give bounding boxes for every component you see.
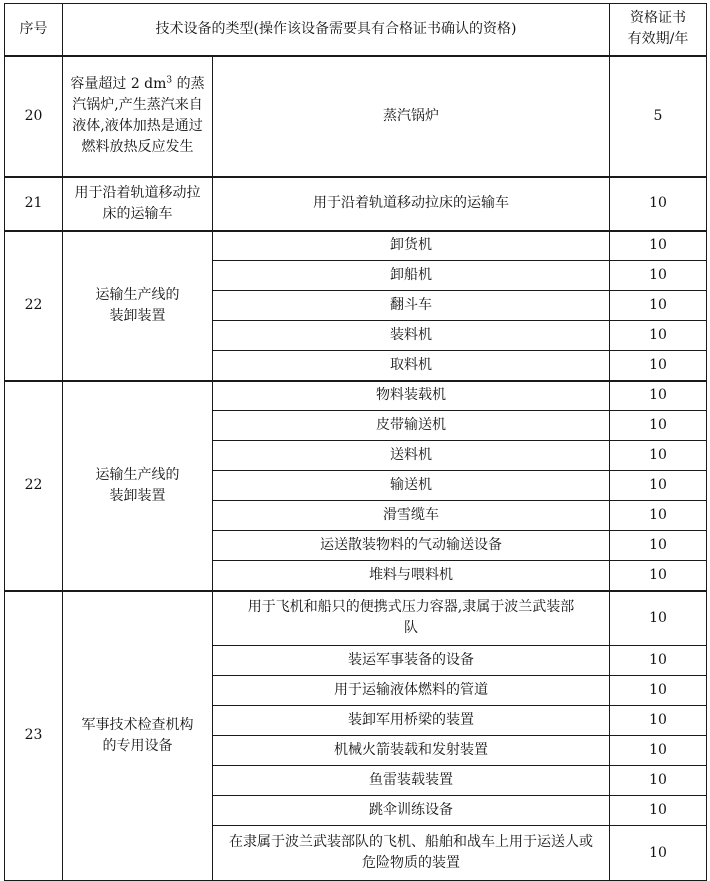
validity-years: 10 bbox=[610, 381, 707, 411]
category-line: 装卸装置 bbox=[109, 307, 166, 324]
validity-years: 10 bbox=[610, 351, 707, 381]
equipment-item: 跳伞训练设备 bbox=[213, 796, 610, 826]
validity-years: 10 bbox=[610, 177, 707, 231]
equipment-item: 滑雪缆车 bbox=[213, 501, 610, 531]
validity-years: 5 bbox=[610, 56, 707, 177]
equipment-item: 取料机 bbox=[213, 351, 610, 381]
equipment-category bbox=[63, 231, 213, 381]
equipment-item: 在隶属于波兰武装部队的飞机、船舶和战车上用于运送人或危险物质的装置 bbox=[213, 826, 610, 881]
validity-years: 10 bbox=[610, 321, 707, 351]
category-text-post: 的蒸汽锅炉,产生蒸汽来自液体,液体加热是通过燃料放热反应发生 bbox=[72, 76, 205, 155]
category-line: 装卸装置 bbox=[109, 487, 166, 504]
category-line: 运输生产线的 bbox=[95, 466, 180, 483]
validity-years: 10 bbox=[610, 646, 707, 676]
equipment-category bbox=[63, 56, 213, 177]
table-row bbox=[5, 231, 707, 261]
validity-years: 10 bbox=[610, 291, 707, 321]
header-row bbox=[5, 4, 707, 56]
equipment-item: 机械火箭装载和发射装置 bbox=[213, 736, 610, 766]
table-row bbox=[5, 56, 707, 177]
validity-years: 10 bbox=[610, 706, 707, 736]
validity-years: 10 bbox=[610, 826, 707, 881]
validity-years: 10 bbox=[610, 471, 707, 501]
validity-years: 10 bbox=[610, 736, 707, 766]
table-row bbox=[5, 381, 707, 411]
equipment-item: 运送散装物料的气动输送设备 bbox=[213, 531, 610, 561]
equipment-item: 用于运输液体燃料的管道 bbox=[213, 676, 610, 706]
equipment-item: 堆料与喂料机 bbox=[213, 561, 610, 591]
validity-years: 10 bbox=[610, 441, 707, 471]
equipment-category: 用于沿着轨道移动拉床的运输车 bbox=[63, 177, 213, 231]
equipment-item: 装运军事装备的设备 bbox=[213, 646, 610, 676]
equipment-item: 翻斗车 bbox=[213, 291, 610, 321]
equipment-category bbox=[63, 381, 213, 591]
row-number: 22 bbox=[5, 381, 63, 591]
equipment-category bbox=[63, 591, 213, 881]
validity-years: 10 bbox=[610, 561, 707, 591]
row-number: 20 bbox=[5, 56, 63, 177]
row-number: 21 bbox=[5, 177, 63, 231]
validity-years: 10 bbox=[610, 231, 707, 261]
category-line: 军事技术检查机构 bbox=[81, 716, 194, 733]
validity-years: 10 bbox=[610, 411, 707, 441]
equipment-item: 用于沿着轨道移动拉床的运输车 bbox=[213, 177, 610, 231]
equipment-item: 用于飞机和船只的便携式压力容器,隶属于波兰武装部队 bbox=[213, 591, 610, 646]
row-number: 23 bbox=[5, 591, 63, 881]
validity-years: 10 bbox=[610, 676, 707, 706]
header-validity-line2: 有效期/年 bbox=[627, 31, 689, 48]
category-text-pre: 容量超过 2 dm bbox=[70, 76, 167, 92]
validity-years: 10 bbox=[610, 531, 707, 561]
table-row bbox=[5, 177, 707, 231]
equipment-item: 物料装载机 bbox=[213, 381, 610, 411]
header-equipment-type: 技术设备的类型(操作该设备需要具有合格证书确认的资格) bbox=[63, 4, 610, 56]
equipment-item: 输送机 bbox=[213, 471, 610, 501]
row-number: 22 bbox=[5, 231, 63, 381]
superscript-exponent: 3 bbox=[166, 75, 173, 86]
validity-years: 10 bbox=[610, 796, 707, 826]
equipment-item: 装料机 bbox=[213, 321, 610, 351]
header-validity-line1: 资格证书 bbox=[630, 10, 686, 27]
validity-years: 10 bbox=[610, 261, 707, 291]
validity-years: 10 bbox=[610, 766, 707, 796]
table-row bbox=[5, 591, 707, 646]
header-no: 序号 bbox=[5, 4, 63, 56]
equipment-item: 鱼雷装载装置 bbox=[213, 766, 610, 796]
header-validity bbox=[610, 4, 707, 56]
equipment-item: 卸货机 bbox=[213, 231, 610, 261]
equipment-item: 送料机 bbox=[213, 441, 610, 471]
validity-years: 10 bbox=[610, 591, 707, 646]
equipment-item: 卸船机 bbox=[213, 261, 610, 291]
equipment-item: 皮带输送机 bbox=[213, 411, 610, 441]
validity-years: 10 bbox=[610, 501, 707, 531]
equipment-qualification-table bbox=[4, 3, 707, 881]
equipment-item: 蒸汽锅炉 bbox=[213, 56, 610, 177]
category-line: 的专用设备 bbox=[102, 737, 173, 754]
category-line: 运输生产线的 bbox=[95, 286, 180, 303]
equipment-item: 装卸军用桥梁的装置 bbox=[213, 706, 610, 736]
